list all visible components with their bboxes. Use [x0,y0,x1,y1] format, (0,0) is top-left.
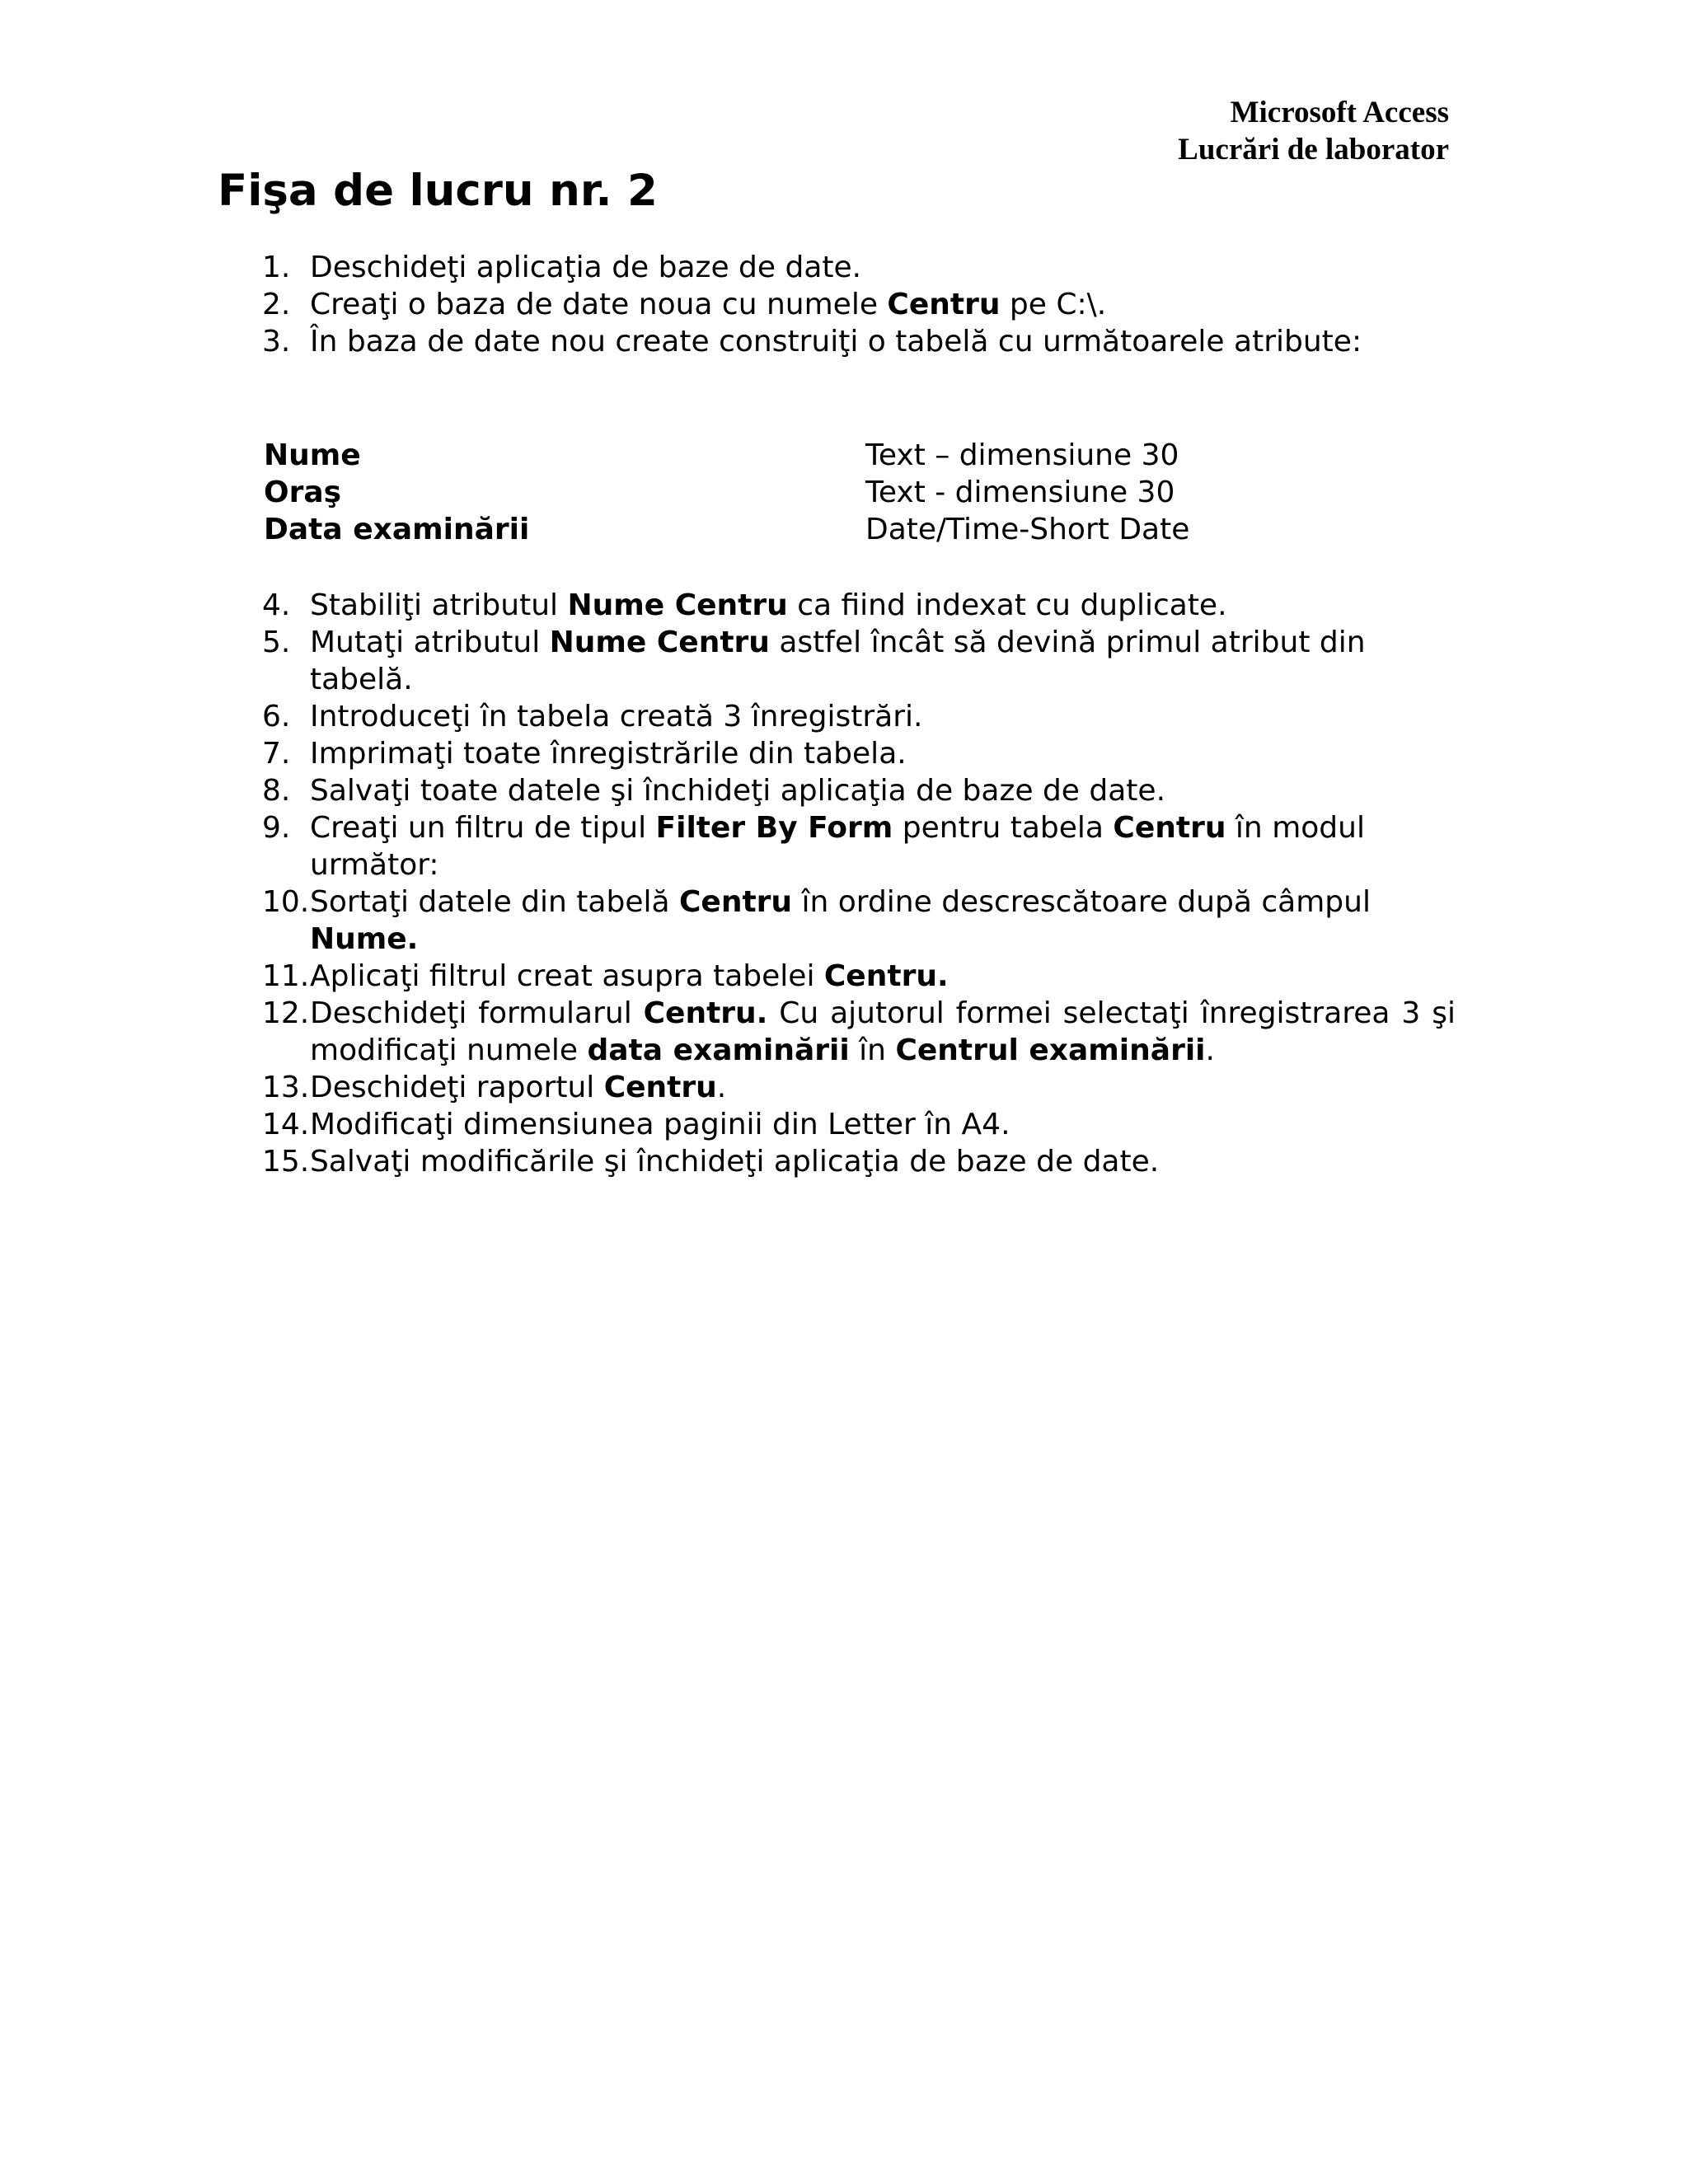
list-item [0,883,1456,958]
list-item [0,698,1456,735]
list-item-text: în [849,1033,896,1067]
list-item-text: pe C:\. [1000,288,1107,321]
list-item-number: 7. [262,737,291,771]
attribute-name: Data examinării [264,513,530,546]
list-item [0,587,1456,624]
attribute-row [264,437,1418,474]
list-item-text: Deschideţi aplicaţia de baze de date. [310,251,862,284]
attribute-name: Nume [264,438,361,472]
list-item-number: 5. [262,626,291,659]
list-item-text: Sortaţi datele din tabelă [310,885,679,919]
list-item-emphasis: Centru [887,288,1001,321]
attribute-name: Oraş [264,476,342,509]
list-item-text: Deschideţi raportul [310,1071,604,1104]
list-item [0,249,1456,286]
list-item [0,286,1456,323]
list-item-emphasis: Centru [678,885,793,919]
list-item-number: 12. [262,996,310,1030]
list-item-number: 6. [262,700,291,733]
list-item-emphasis: Centru [1113,811,1226,845]
list-item-text: Aplicaţi filtrul creat asupra tabelei [310,959,824,993]
list-item [0,995,1456,1069]
list-item-text: Creaţi o baza de date noua cu numele [310,288,888,321]
list-item-text: pentru tabela [893,811,1114,845]
list-item-text: în modul următor: [310,811,1365,882]
list-item-number: 3. [262,325,291,359]
list-item-text: ca fiind indexat cu duplicate. [787,588,1227,622]
list-item-text: Salvaţi modificările şi închideţi aplicaţia de baze de date. [310,1145,1160,1179]
list-item-text: Imprimaţi toate înregistrările din tabela. [310,737,907,771]
list-item-number: 4. [262,588,291,622]
list-item-number: 13. [262,1071,310,1104]
list-item-number: 1. [262,251,291,284]
list-item-text: în ordine descrescătoare după câmpul [792,885,1371,919]
list-item-emphasis: Centrul examinării [895,1033,1206,1067]
attribute-row [264,474,1418,511]
list-item-text: Creaţi un filtru de tipul [310,811,656,845]
list-item [0,1069,1456,1106]
document-header [1178,94,1449,168]
list-item-emphasis: data examinării [587,1033,850,1067]
list-item-emphasis: Nume Centru [567,588,788,622]
list-item-emphasis: Centru. [823,959,949,993]
list-item-text: . [716,1071,727,1104]
attribute-row [264,511,1418,548]
list-item [0,323,1456,360]
list-item-text: Stabiliţi atributul [310,588,568,622]
list-item-emphasis: Centru [603,1071,717,1104]
list-item-text: astfel încât să devină primul atribut din tabelă. [310,626,1366,696]
list-item-text: În baza de date nou create construiţi o tabelă cu următoarele atribute: [310,325,1362,359]
steps-list-part-1 [0,249,1688,360]
list-item [0,1106,1456,1143]
list-item-emphasis: Filter By Form [655,811,893,845]
list-item [0,624,1456,698]
list-item [0,772,1456,809]
list-item-number: 14. [262,1108,310,1141]
attribute-table [264,437,1418,548]
attribute-type: Date/Time-Short Date [865,513,1190,546]
list-item-emphasis: Nume Centru [549,626,770,659]
list-item-text: . [1205,1033,1215,1067]
list-item-text: Modificaţi dimensiunea paginii din Letter în A4. [310,1108,1010,1141]
list-item-text: Cu ajutorul formei selectaţi înregistrarea 3 şi modificaţi numele [310,996,1456,1067]
list-item-number: 11. [262,959,310,993]
steps-list-part-2 [0,587,1688,1180]
list-item-text: Salvaţi toate datele şi închideţi aplicaţia de baze de date. [310,774,1166,808]
list-item-emphasis: Centru. [643,996,768,1030]
list-item [0,958,1456,995]
list-item [0,735,1456,772]
list-item-text: Mutaţi atributul [310,626,550,659]
list-item-number: 2. [262,288,291,321]
list-item-number: 9. [262,811,291,845]
list-item-number: 8. [262,774,291,808]
attribute-type: Text - dimensiune 30 [865,476,1175,509]
header-app-name: Microsoft Access [1230,96,1449,129]
list-item [0,1143,1456,1180]
attribute-type: Text – dimensiune 30 [865,438,1179,472]
list-item-emphasis: Nume. [310,922,419,956]
list-item-text: Introduceţi în tabela creată 3 înregistrări. [310,700,923,733]
list-item-text: Deschideţi formularul [310,996,644,1030]
list-item-number: 15. [262,1145,310,1179]
list-item [0,809,1456,883]
page-title: Fişa de lucru nr. 2 [218,166,658,216]
header-subtitle: Lucrări de laborator [1178,133,1449,166]
list-item-number: 10. [262,885,310,919]
